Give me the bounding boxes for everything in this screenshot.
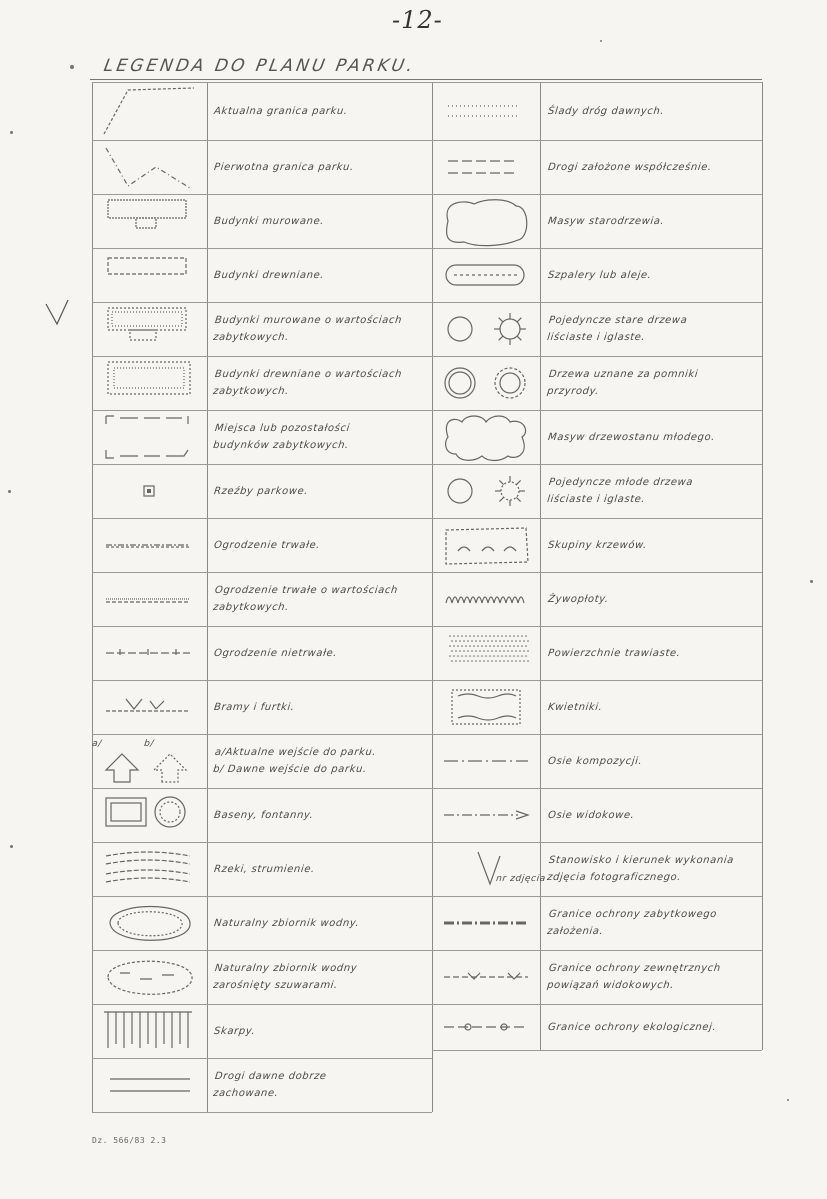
slopes-symbol <box>100 1004 198 1058</box>
right_column-description-line: Ślady dróg dawnych. <box>547 105 665 117</box>
row-divider-right <box>432 1050 762 1051</box>
table-border-center <box>432 82 433 1112</box>
left_column-description-line: Drogi dawne dobrze <box>214 1071 328 1082</box>
right_column-description <box>547 537 648 554</box>
left_column-description-line: budynków zabytkowych. <box>212 440 350 451</box>
left_column-description <box>213 1023 256 1040</box>
river-stream-symbol <box>100 842 198 896</box>
right_column-description-line: Stanowisko i kierunek wykonania <box>548 855 735 866</box>
left_column-description <box>213 645 338 662</box>
temporary-fence-symbol <box>100 626 198 680</box>
right_column-description-line: zdjęcia fotograficznego. <box>546 872 682 883</box>
shrub-groups-symbol <box>438 518 534 572</box>
view-axes-symbol <box>438 788 534 842</box>
right_column-description <box>546 906 718 940</box>
young-single-trees-symbol <box>438 464 534 518</box>
left_column-description <box>212 1068 327 1102</box>
left_column-description-line: Skarpy. <box>213 1025 256 1037</box>
left_column-symbol-mark: a/ <box>91 739 103 749</box>
right_column-description-line: liściaste i iglaste. <box>546 494 646 505</box>
historic-brick-building-symbol <box>100 302 198 356</box>
left_column-description <box>213 537 321 554</box>
right_column-description-line: Kwietniki. <box>547 701 604 713</box>
archive-code: Dz. 566/83 2.3 <box>92 1136 167 1145</box>
right_column-description <box>547 213 665 230</box>
left_column-description-line: Budynki drewniane. <box>213 269 325 281</box>
right_column-description-line: Masyw drzewostanu młodego. <box>547 431 716 443</box>
right_column-description-line: Żywopłoty. <box>547 593 610 605</box>
landscape-protection-boundary-symbol <box>438 950 534 1004</box>
right_column-description <box>546 474 694 508</box>
left_column-description <box>213 807 314 824</box>
left_column-description <box>212 582 399 616</box>
young-trees-mass-symbol <box>438 410 534 464</box>
old-trees-mass-symbol <box>438 194 534 248</box>
grass-surface-symbol <box>438 626 534 680</box>
row-divider-left <box>92 1112 432 1113</box>
old-single-trees-symbol <box>438 302 534 356</box>
table-border-mid-right <box>540 82 541 1050</box>
left_column-description <box>213 699 295 716</box>
left_column-description-line: Ogrodzenie trwałe. <box>213 539 321 551</box>
overgrown-pond-symbol <box>100 950 198 1004</box>
left_column-symbol-mark: b/ <box>143 739 155 749</box>
legend-title: LEGENDA DO PLANU PARKU. <box>102 56 418 76</box>
left_column-description-line: Naturalny zbiornik wodny. <box>213 917 360 929</box>
right_column-description-line: Drogi założone współcześnie. <box>547 161 713 173</box>
left_column-description-line: Aktualna granica parku. <box>213 105 349 117</box>
permanent-fence-symbol <box>100 518 198 572</box>
right_column-description <box>547 159 713 176</box>
page-number: -12- <box>392 6 443 34</box>
old-road-traces-symbol <box>438 82 534 140</box>
right_column-description <box>547 753 643 770</box>
pool-fountain-symbol <box>100 788 198 842</box>
monument-protection-boundary-symbol <box>438 896 534 950</box>
right_column-description <box>547 807 635 824</box>
right_column-description-line: Szpalery lub aleje. <box>547 269 652 281</box>
right_column-description-line: Granice ochrony zewnętrznych <box>548 963 722 974</box>
left_column-description <box>212 744 377 778</box>
left_column-description <box>213 915 360 932</box>
left_column-description-line: zarośnięty szuwarami. <box>212 980 339 991</box>
right_column-description-line: założenia. <box>546 926 604 937</box>
right_column-description-line: Drzewa uznane za pomniki <box>548 369 699 380</box>
left_column-description <box>213 483 309 500</box>
right_column-description-line: Granice ochrony ekologicznej. <box>547 1021 717 1033</box>
left_column-description <box>213 861 316 878</box>
left_column-description-line: Rzeźby parkowe. <box>213 485 309 497</box>
right_column-description <box>547 645 681 662</box>
paper-speck <box>10 845 13 848</box>
right_column-description-line: Masyw starodrzewia. <box>547 215 665 227</box>
left_column-description-line: zabytkowych. <box>212 602 290 613</box>
historic-building-remains-symbol <box>100 410 198 464</box>
left_column-description <box>212 960 358 994</box>
left_column-description-line: Baseny, fontanny. <box>213 809 314 821</box>
left_column-description <box>212 366 403 400</box>
paper-speck <box>70 65 74 69</box>
hedges-symbol <box>438 572 534 626</box>
paper-speck <box>600 40 602 42</box>
left_column-description-line: Budynki drewniane o wartościach <box>214 369 403 380</box>
right_column-description <box>547 429 716 446</box>
right_column-description <box>546 312 688 346</box>
left_column-description <box>213 159 355 176</box>
right_column-description-line: Skupiny krzewów. <box>547 539 648 551</box>
right_column-description <box>547 267 652 284</box>
left_column-description-line: zachowane. <box>212 1088 279 1099</box>
margin-check-mark <box>44 298 70 335</box>
historic-fence-symbol <box>100 572 198 626</box>
right_column-description-line: Osie widokowe. <box>547 809 636 821</box>
right_column-description <box>547 699 603 716</box>
brick-building-symbol <box>100 194 198 248</box>
title-underline <box>90 79 762 80</box>
right_column-description-line: liściaste i iglaste. <box>546 332 646 343</box>
left_column-description-line: Ogrodzenie trwałe o wartościach <box>214 585 399 596</box>
left_column-description <box>212 420 351 454</box>
table-border-left <box>92 82 93 1112</box>
right_column-description <box>546 852 735 886</box>
wooden-building-symbol <box>100 248 198 302</box>
right_column-description-line: przyrody. <box>546 386 600 397</box>
old-roads-symbol <box>100 1058 198 1112</box>
right_column-description-line: Granice ochrony zabytkowego <box>548 909 718 920</box>
right_column-description <box>547 103 665 120</box>
right_column-description-line: Pojedyncze stare drzewa <box>548 315 688 326</box>
nature-monument-trees-symbol <box>438 356 534 410</box>
left_column-description-line: Miejsca lub pozostałości <box>214 423 351 434</box>
left_column-description-line: Budynki murowane. <box>213 215 325 227</box>
modern-roads-symbol <box>438 140 534 194</box>
original-boundary-symbol <box>100 140 198 194</box>
left_column-description <box>212 312 403 346</box>
right_column-description <box>546 366 699 400</box>
left_column-description <box>213 103 348 120</box>
left_column-description-line: zabytkowych. <box>212 332 290 343</box>
paper-speck <box>810 580 813 583</box>
composition-axes-symbol <box>438 734 534 788</box>
left_column-description <box>213 267 325 284</box>
right_column-description <box>547 591 609 608</box>
left_column-description-line: b/ Dawne wejście do parku. <box>212 764 368 775</box>
flowerbeds-symbol <box>438 680 534 734</box>
paper-speck <box>8 490 11 493</box>
left_column-description-line: Rzeki, strumienie. <box>213 863 316 875</box>
table-border-mid <box>207 82 208 1112</box>
right_column-description-line: Osie kompozycji. <box>547 755 643 767</box>
tree-rows-symbol <box>438 248 534 302</box>
gate-symbol <box>100 680 198 734</box>
left_column-description-line: Pierwotna granica parku. <box>213 161 355 173</box>
left_column-description-line: Naturalny zbiornik wodny <box>214 963 358 974</box>
left_column-description-line: zabytkowych. <box>212 386 290 397</box>
park-sculpture-symbol <box>100 464 198 518</box>
left_column-description-line: Budynki murowane o wartościach <box>214 315 403 326</box>
right_column-description-line: Powierzchnie trawiaste. <box>547 647 681 659</box>
natural-pond-symbol <box>100 896 198 950</box>
table-border-right <box>762 82 763 1050</box>
ecological-protection-boundary-symbol <box>438 1004 534 1050</box>
paper-speck <box>787 1099 789 1101</box>
right_column-symbol-mark: nr zdjęcia <box>495 874 547 884</box>
left_column-description <box>213 213 325 230</box>
paper-speck <box>10 131 13 134</box>
right_column-description <box>547 1019 717 1036</box>
right_column-description-line: powiązań widokowych. <box>546 980 675 991</box>
left_column-description-line: Ogrodzenie nietrwałe. <box>213 647 338 659</box>
right_column-description-line: Pojedyncze młode drzewa <box>548 477 694 488</box>
right_column-description <box>546 960 721 994</box>
current-boundary-symbol <box>100 82 198 140</box>
left_column-description-line: a/Aktualne wejście do parku. <box>214 747 377 758</box>
left_column-description-line: Bramy i furtki. <box>213 701 296 713</box>
historic-wooden-building-symbol <box>100 356 198 410</box>
